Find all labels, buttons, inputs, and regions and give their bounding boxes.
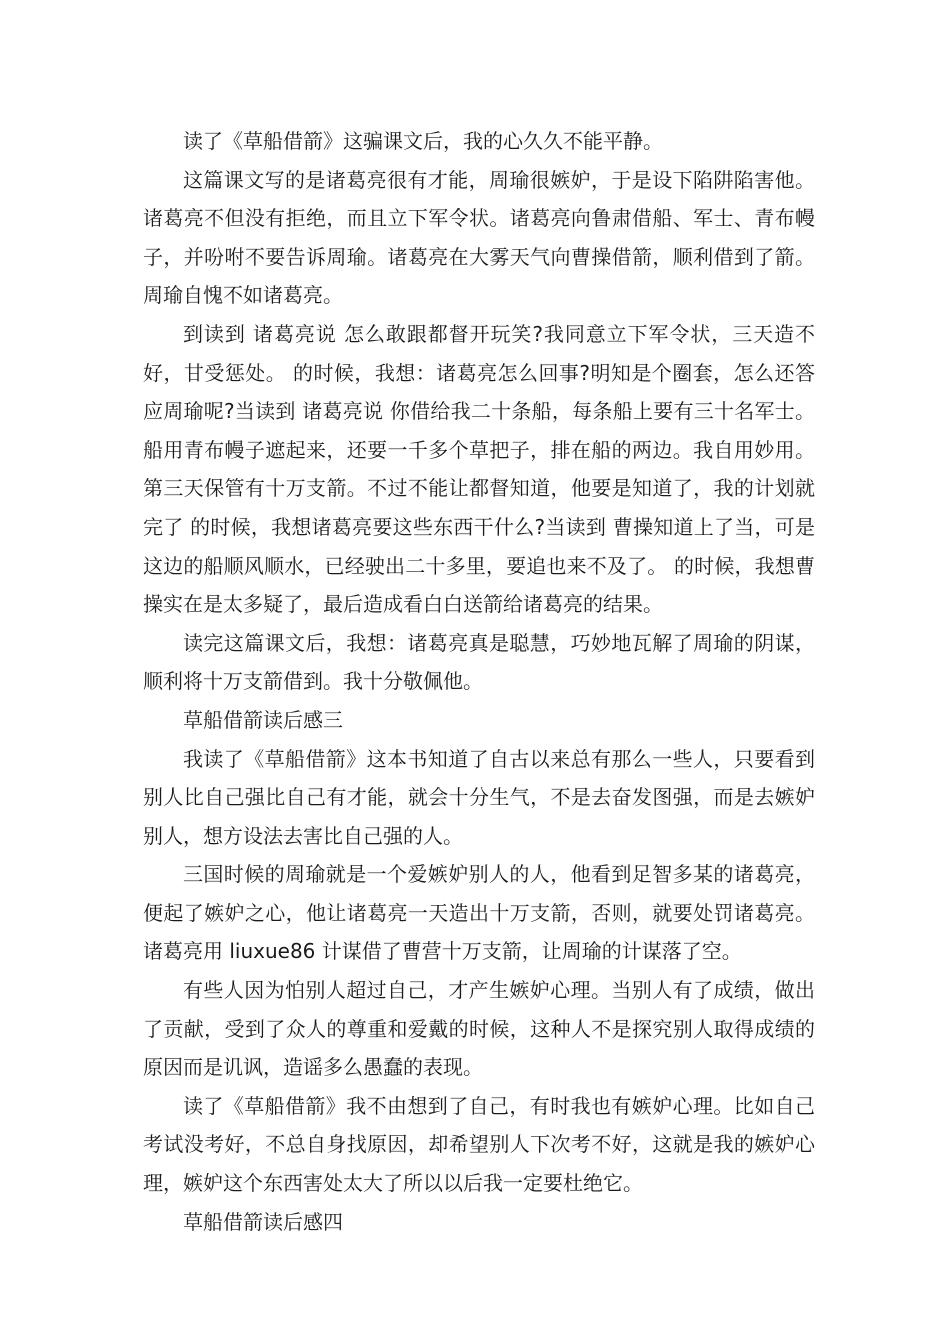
section3-paragraph-4: 读了《草船借箭》我不由想到了自己，有时我也有嫉妒心理。比如自己考试没考好，不总自身找原因，却希望别人下次考不好，这就是我的嫉妒心理，嫉妒这个东西害处太大了所以以后我一定要杜绝它。 (143, 1093, 815, 1196)
section3-paragraph-3: 有些人因为怕别人超过自己，才产生嫉妒心理。当别人有了成绩，做出了贡献，受到了众人的尊重和爱戴的时候，这种人不是探究别人取得成绩的原因而是讥讽，造谣多么愚蠢的表现。 (143, 978, 815, 1080)
paragraph-summary: 这篇课文写的是诸葛亮很有才能，周瑜很嫉妒，于是设下陷阱陷害他。诸葛亮不但没有拒绝，而且立下军令状。诸葛亮向鲁肃借船、军士、青布幔子，并吩咐不要告诉周瑜。诸葛亮在大雾天气向曹操借箭，顺利借到了箭。周瑜自愧不如诸葛亮。 (143, 167, 815, 308)
document-body (143, 122, 815, 1241)
paragraph-conclusion: 读完这篇课文后，我想：诸葛亮真是聪慧，巧妙地瓦解了周瑜的阴谋，顺利将十万支箭借到。我十分敬佩他。 (143, 630, 815, 694)
paragraph-reflection: 到读到 诸葛亮说 怎么敢跟都督开玩笑?我同意立下军令状，三天造不好，甘受惩处。 的时候，我想：诸葛亮怎么回事?明知是个圈套，怎么还答应周瑜呢?当读到 诸葛亮说 你借给我二十条船，每条船上要有三十名军士。船用青布幔子遮起来，还要一千多个草把子，排在船的两边。我自用妙用。第三天保管有十万支箭。不过不能让都督知道，他要是知道了，我的计划就完了 的时候，我想诸葛亮要这些东西干什么?当读到 曹操知道上了当，可是这边的船顺风顺水，已经驶出二十多里，要追也来不及了。 的时候，我想曹操实在是太多疑了，最后造成看白白送箭给诸葛亮的结果。 (143, 321, 815, 617)
paragraph-intro: 读了《草船借箭》这骗课文后，我的心久久不能平静。 (183, 129, 663, 153)
section-heading-4: 草船借箭读后感四 (183, 1209, 343, 1234)
section-heading-3: 草船借箭读后感三 (183, 707, 343, 732)
section3-paragraph-1: 我读了《草船借箭》这本书知道了自古以来总有那么一些人，只要看到别人比自己强比自己有才能，就会十分生气，不是去奋发图强，而是去嫉妒别人，想方设法去害比自己强的人。 (143, 746, 815, 848)
section3-paragraph-2: 三国时候的周瑜就是一个爱嫉妒别人的人，他看到足智多某的诸葛亮，便起了嫉妒之心，他让诸葛亮一天造出十万支箭，否则，就要处罚诸葛亮。诸葛亮用 liuxue86 计谋借了曹营十万支箭，让周瑜的计谋落了空。 (143, 862, 815, 964)
